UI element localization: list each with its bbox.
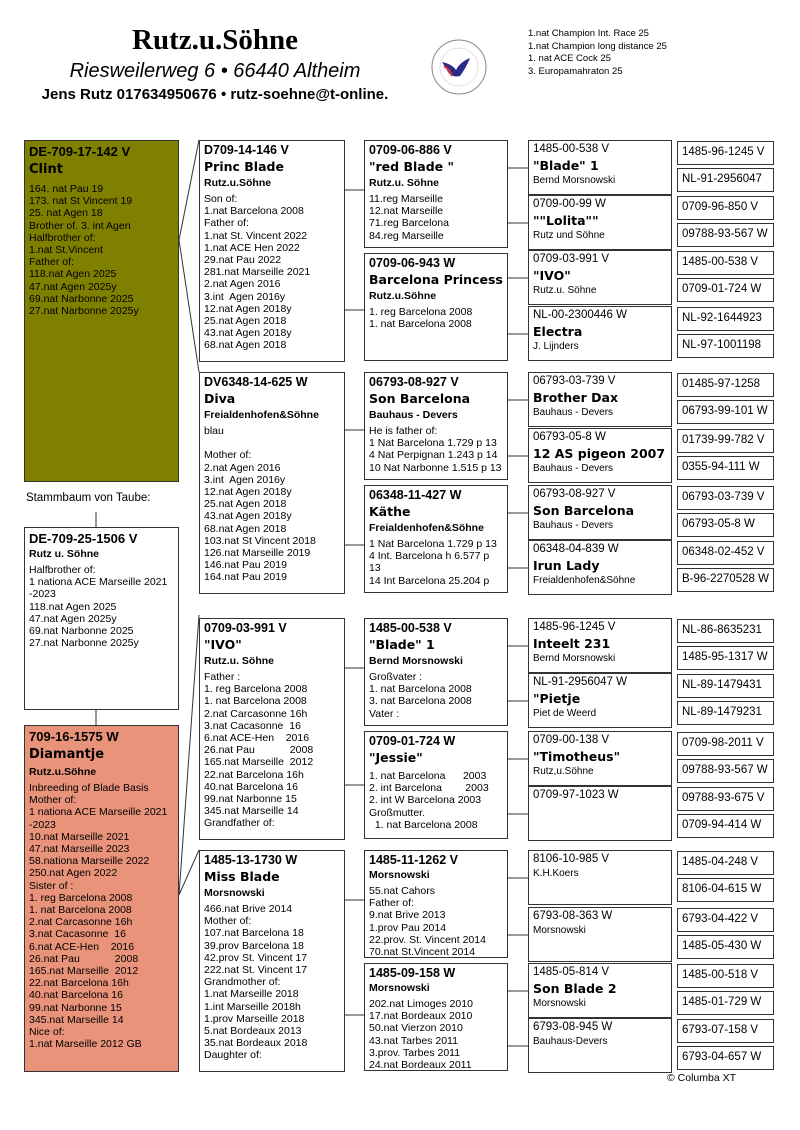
pigeon-info: 11.reg Marseille 12.nat Marseille 71.reg Barcelona 84.reg Marseille (369, 193, 449, 242)
pigeon-name: Electra (533, 324, 583, 339)
pigeon-name: "Timotheus" (533, 749, 621, 764)
pigeon-ring: 0709-06-886 V (369, 143, 452, 157)
pigeon-owner: Bauhaus - Devers (533, 407, 614, 418)
pigeon-owner: J. Lijnders (533, 341, 579, 352)
pigeon-owner: Rutz,u.Söhne (533, 766, 594, 777)
gen5-pigeon-box[interactable] (677, 334, 774, 358)
subject-ring: DE-709-25-1506 V (29, 531, 138, 546)
pigeon-owner: Morsnowski (533, 925, 586, 936)
pigeon-ring: 1485-05-814 V (533, 966, 610, 978)
gen4-pigeon-box[interactable] (528, 140, 672, 195)
gen5-pigeon-box[interactable] (677, 168, 774, 192)
pigeon-owner: Bauhaus - Devers (369, 409, 458, 421)
pigeon-ring: 06348-11-427 W (369, 488, 462, 502)
breeder-contact: Jens Rutz 017634950676 • rutz-soehne@t-online. (41, 86, 389, 103)
great-grandparent-box[interactable] (364, 731, 508, 839)
pigeon-ring: 01485-97-1258 (682, 378, 761, 390)
pigeon-ring: D709-14-146 V (204, 143, 289, 157)
breeder-address: Riesweilerweg 6 • 66440 Altheim (69, 60, 361, 82)
pigeon-name: "Blade" 1 (533, 158, 599, 173)
gen5-pigeon-box[interactable] (677, 701, 774, 725)
pigeon-owner: Piet de Weerd (533, 708, 597, 719)
gen5-pigeon-box[interactable] (677, 964, 774, 988)
grandparent-box[interactable] (199, 140, 345, 362)
great-grandparent-box[interactable] (364, 253, 508, 361)
pigeon-info: Father : 1. reg Barcelona 2008 1. nat Barcelona 2008 2.nat Carcasonne 16h 3.nat Cacasonne 16 6.nat ACE-Hen 2016 26.nat Pau 2008 165.nat Marseille 2012 22.nat Barcelona 16h 40.nat Barcelona 16 99.nat Narbonne 15 345.nat Marseille 14 Grandfather of: (204, 671, 314, 830)
pigeon-name: Irun Lady (533, 558, 600, 573)
pigeon-owner: Bauhaus - Devers (533, 463, 614, 474)
father-box[interactable] (24, 140, 179, 482)
pigeon-ring: 06348-04-839 W (533, 543, 619, 555)
pigeon-ring: 0709-00-99 W (533, 198, 606, 210)
pigeon-ring: 01739-99-782 V (682, 434, 765, 446)
pigeon-ring: NL-97-1001198 (682, 339, 762, 351)
mother-owner: Rutz.u.Söhne (29, 766, 97, 778)
pigeon-ring: 0709-06-943 W (369, 256, 456, 270)
awards-list (528, 28, 667, 78)
pigeon-name: "Jessie" (369, 750, 423, 765)
gen5-pigeon-box[interactable] (677, 619, 774, 643)
pigeon-ring: NL-00-2300446 W (533, 309, 627, 321)
grandparent-box[interactable] (199, 618, 345, 840)
pigeon-owner: Morsnowski (204, 887, 265, 899)
gen5-pigeon-box[interactable] (677, 787, 774, 811)
pigeon-ring: NL-92-1644923 (682, 312, 762, 324)
award-item: 3. Europamahraton 25 (528, 65, 623, 77)
gen5-pigeon-box[interactable] (677, 251, 774, 275)
pigeon-ring: 0709-01-724 W (682, 283, 762, 295)
pigeon-ring: 06793-08-927 V (369, 375, 459, 389)
gen5-pigeon-box[interactable] (677, 456, 774, 480)
pigeon-ring: B-96-2270528 W (682, 573, 769, 585)
award-item: 1.nat Champion long distance 25 (528, 40, 667, 52)
pigeon-ring: 06793-08-927 V (533, 488, 616, 500)
gen5-pigeon-box[interactable] (677, 541, 774, 565)
pigeon-info: 1 Nat Barcelona 1.729 p 13 4 Int. Barcelona h 6.577 p 13 14 Int Barcelona 25.204 p (369, 538, 497, 587)
breeder-name: Rutz.u.Söhne (132, 24, 298, 56)
gen5-pigeon-box[interactable] (677, 278, 774, 302)
gen4-pigeon-box[interactable] (528, 850, 672, 905)
pigeon-info: Son of: 1.nat Barcelona 2008 Father of: 1.nat St. Vincent 2022 1.nat ACE Hen 2022 29.nat Pau 2022 281.nat Marseille 2021 2.nat Agen 2016 3.int Agen 2016y 12.nat Agen 2018y 25.nat Agen 2018 43.nat Agen 2018y 68.nat Agen 2018 (204, 193, 311, 352)
pigeon-logo-icon (430, 38, 488, 96)
gen4-pigeon-box[interactable] (528, 428, 672, 483)
pigeon-ring: 06793-05-8 W (682, 518, 755, 530)
father-name: Clint (29, 162, 63, 177)
pigeon-ring: 1485-00-518 V (682, 969, 759, 981)
great-grandparent-box[interactable] (364, 372, 508, 480)
pigeon-name: ""Lolita"" (533, 213, 599, 228)
pigeon-ring: 8106-10-985 V (533, 853, 610, 865)
grandparent-box[interactable] (199, 372, 345, 594)
pigeon-ring: 1485-00-538 V (682, 256, 759, 268)
subject-box[interactable] (24, 527, 179, 710)
gen5-pigeon-box[interactable] (677, 196, 774, 220)
pigeon-ring: 8106-04-615 W (682, 883, 762, 895)
pigeon-ring: 1485-05-430 W (682, 940, 762, 952)
great-grandparent-box[interactable] (364, 140, 508, 248)
pigeon-ring: 1485-11-1262 V (369, 853, 458, 867)
mother-box[interactable] (24, 725, 179, 1072)
pigeon-owner: Rutz und Söhne (533, 230, 605, 241)
gen5-pigeon-box[interactable] (677, 141, 774, 165)
gen4-pigeon-box[interactable] (528, 618, 672, 673)
great-grandparent-box[interactable] (364, 485, 508, 593)
pigeon-name: "Blade" 1 (369, 637, 435, 652)
gen4-pigeon-box[interactable] (528, 306, 672, 361)
pigeon-ring: 0709-01-724 W (369, 734, 456, 748)
pigeon-ring: 0709-96-850 V (682, 201, 759, 213)
gen4-pigeon-box[interactable] (528, 786, 672, 841)
pigeon-owner: Morsnowski (533, 998, 586, 1009)
gen5-pigeon-box[interactable] (677, 814, 774, 838)
pigeon-owner: Morsnowski (369, 982, 430, 994)
pigeon-ring: 0709-98-2011 V (682, 737, 764, 749)
pigeon-ring: 06793-99-101 W (682, 405, 768, 417)
pigeon-owner: Freialdenhofen&Söhne (533, 575, 636, 586)
gen4-pigeon-box[interactable] (528, 907, 672, 962)
pigeon-owner: Rutz.u.Söhne (369, 290, 437, 302)
gen4-pigeon-box[interactable] (528, 1018, 672, 1073)
pigeon-ring: 1485-95-1317 W (682, 651, 768, 663)
pigeon-name: Diva (204, 391, 236, 406)
pigeon-name: "IVO" (533, 268, 571, 283)
mother-ring: 709-16-1575 W (29, 729, 119, 744)
pigeon-name: Brother Dax (533, 390, 619, 405)
pigeon-info: 1. reg Barcelona 2008 1. nat Barcelona 2008 (369, 306, 473, 331)
pigeon-ring: 1485-01-729 W (682, 996, 762, 1008)
pigeon-owner: Bernd Morsnowski (533, 175, 616, 186)
pigeon-ring: 09788-93-675 V (682, 792, 765, 804)
pigeon-name: "IVO" (204, 637, 242, 652)
mother-info: Inbreeding of Blade Basis Mother of: 1 nationa ACE Marseille 2021 -2023 10.nat Marseille 2021 47.nat Marseille 2023 58.nationa Marseille 2022 250.nat Agen 2022 Sister of : 1. reg Barcelona 2008 1. nat Barcelona 2008 2.nat Carcasonne 16h 3.nat Cacasonne 16 6.nat ACE-Hen 2016 26.nat Pau 2008 165.nat Marseille 2012 22.nat Barcelona 16h 40.nat Barcelona 16 99.nat Narbonne 15 345.nat Marseille 14 Nice of: 1.nat Marseille 2012 GB (29, 782, 168, 1051)
pigeon-info: 1. nat Barcelona 2003 2. int Barcelona 2003 2. int W Barcelona 2003 Großmutter. 1. nat Barcelona 2008 (369, 770, 489, 831)
gen5-pigeon-box[interactable] (677, 568, 774, 592)
pigeon-ring: 09788-93-567 W (682, 228, 768, 240)
pigeon-ring: 6793-04-657 W (682, 1051, 762, 1063)
pigeon-ring: 06348-02-452 V (682, 546, 765, 558)
gen5-pigeon-box[interactable] (677, 878, 774, 902)
pigeon-ring: 1485-96-1245 V (533, 621, 616, 633)
gen4-pigeon-box[interactable] (528, 963, 672, 1018)
pigeon-owner: Bernd Morsnowski (533, 653, 616, 664)
pigeon-ring: NL-86-8635231 (682, 624, 762, 636)
copyright-footer: © Columba XT (667, 1072, 737, 1084)
pigeon-ring: NL-91-2956047 (682, 173, 762, 185)
pigeon-ring: 1485-00-538 V (533, 143, 610, 155)
gen4-pigeon-box[interactable] (528, 372, 672, 427)
pigeon-ring: NL-89-1479231 (682, 706, 762, 718)
pigeon-ring: NL-91-2956047 W (533, 676, 627, 688)
pigeon-ring: 6793-04-422 V (682, 913, 759, 925)
pigeon-name: Princ Blade (204, 159, 284, 174)
pigeon-ring: 1485-13-1730 W (204, 853, 298, 867)
pigeon-name: Käthe (369, 504, 411, 519)
gen5-pigeon-box[interactable] (677, 646, 774, 670)
gen4-pigeon-box[interactable] (528, 731, 672, 786)
pigeon-owner: Freialdenhofen&Söhne (204, 409, 319, 421)
gen4-pigeon-box[interactable] (528, 540, 672, 595)
pigeon-owner: Rutz.u. Söhne (369, 177, 439, 189)
gen5-pigeon-box[interactable] (677, 908, 774, 932)
great-grandparent-box[interactable] (364, 850, 508, 958)
great-grandparent-box[interactable] (364, 963, 508, 1071)
award-item: 1.nat Champion Int. Race 25 (528, 28, 649, 39)
pigeon-owner: Rutz.u. Söhne (533, 285, 597, 296)
gen4-pigeon-box[interactable] (528, 250, 672, 305)
gen5-pigeon-box[interactable] (677, 935, 774, 959)
pigeon-ring: DV6348-14-625 W (204, 375, 308, 389)
pigeon-owner: Bernd Morsnowski (369, 655, 463, 667)
gen5-pigeon-box[interactable] (677, 400, 774, 424)
pigeon-ring: 0355-94-111 W (682, 461, 760, 473)
pigeon-ring: 0709-00-138 V (533, 734, 610, 746)
gen5-pigeon-box[interactable] (677, 513, 774, 537)
pigeon-name: Barcelona Princess (369, 272, 503, 287)
pigeon-ring: 06793-03-739 V (533, 375, 616, 387)
pigeon-name: Son Barcelona (533, 503, 635, 518)
gen5-pigeon-box[interactable] (677, 307, 774, 331)
great-grandparent-box[interactable] (364, 618, 508, 726)
gen5-pigeon-box[interactable] (677, 223, 774, 247)
gen5-pigeon-box[interactable] (677, 991, 774, 1015)
gen5-pigeon-box[interactable] (677, 732, 774, 756)
pigeon-name: Miss Blade (204, 869, 280, 884)
pigeon-ring: 0709-94-414 W (682, 819, 762, 831)
gen5-pigeon-box[interactable] (677, 759, 774, 783)
father-info: 164. nat Pau 19 173. nat St Vincent 19 25. nat Agen 18 Brother of. 3. int Agen Halfbrother of: 1.nat St.Vincent Father of: 118.nat Agen 2025 47.nat Agen 2025y 69.nat Narbonne 2025 27.nat Narbonne 2025y (29, 183, 139, 318)
pigeon-info: Großvater : 1. nat Barcelona 2008 3. nat Barcelona 2008 Vater : (369, 671, 472, 720)
father-ring: DE-709-17-142 V (29, 144, 131, 159)
pigeon-name: "Pietje (533, 691, 581, 706)
pigeon-ring: 0709-03-991 V (204, 621, 287, 635)
pigeon-ring: 6793-08-363 W (533, 910, 613, 922)
gen5-pigeon-box[interactable] (677, 674, 774, 698)
pigeon-info: He is father of: 1 Nat Barcelona 1.729 p 13 4 Nat Perpignan 1.243 p 14 10 Nat Narbonne 1.515 p 13 (369, 425, 502, 474)
pigeon-owner: Rutz.u. Söhne (204, 655, 274, 667)
gen5-pigeon-box[interactable] (677, 851, 774, 875)
pigeon-info: blau Mother of: 2.nat Agen 2016 3.int Agen 2016y 12.nat Agen 2018y 25.nat Agen 2018 43.nat Agen 2018y 68.nat Agen 2018 103.nat St Vincent 2018 126.nat Marseille 2019 146.nat Pau 2019 164.nat Pau 2019 (204, 425, 316, 584)
pigeon-name: Son Blade 2 (533, 981, 617, 996)
gen5-pigeon-box[interactable] (677, 1046, 774, 1070)
pigeon-info: 466.nat Brive 2014 Mother of: 107.nat Barcelona 18 39.prov Barcelona 18 42.prov St. Vincent 17 222.nat St. Vincent 17 Grandmother of: 1.nat Marseille 2018 1.int Marseille 2018h 1.prov Marseille 2018 5.nat Bordeaux 2013 35.nat Bordeaux 2018 Daughter of: (204, 903, 308, 1062)
pigeon-ring: 1485-09-158 W (369, 966, 456, 980)
grandparent-box[interactable] (199, 850, 345, 1072)
pigeon-ring: 6793-07-158 V (682, 1024, 759, 1036)
gen5-pigeon-box[interactable] (677, 429, 774, 453)
pigeon-owner: K.H.Koers (533, 868, 579, 879)
pigeon-ring: 1485-04-248 V (682, 856, 759, 868)
pigeon-ring: 09788-93-567 W (682, 764, 768, 776)
pigeon-info: 202.nat Limoges 2010 17.nat Bordeaux 2010 50.nat Vierzon 2010 43.nat Tarbes 2011 3.prov. Tarbes 2011 24.nat Bordeaux 2011 (369, 998, 473, 1071)
gen4-pigeon-box[interactable] (528, 195, 672, 250)
subject-info: Halfbrother of: 1 nationa ACE Marseille 2021 -2023 118.nat Agen 2025 47.nat Agen 2025y 69.nat Narbonne 2025 27.nat Narbonne 2025y (29, 564, 168, 650)
pigeon-owner: Bauhaus - Devers (533, 520, 614, 531)
subject-owner: Rutz u. Söhne (29, 548, 99, 560)
pigeon-owner: Bauhaus-Devers (533, 1036, 608, 1047)
pigeon-ring: 1485-00-538 V (369, 621, 452, 635)
pigeon-name: Inteelt 231 (533, 636, 611, 651)
pigeon-ring: 06793-03-739 V (682, 491, 765, 503)
pedigree-label: Stammbaum von Taube: (26, 492, 151, 504)
gen5-pigeon-box[interactable] (677, 1019, 774, 1043)
pigeon-ring: 06793-05-8 W (533, 431, 606, 443)
pigeon-name: "red Blade " (369, 159, 454, 174)
pigeon-ring: 0709-03-991 V (533, 253, 610, 265)
pigeon-owner: Morsnowski (369, 869, 430, 881)
pigeon-ring: 1485-96-1245 V (682, 146, 765, 158)
pigeon-owner: Freialdenhofen&Söhne (369, 522, 484, 534)
pigeon-ring: 0709-97-1023 W (533, 789, 619, 801)
mother-name: Diamantje (29, 747, 105, 762)
gen5-pigeon-box[interactable] (677, 486, 774, 510)
pigeon-info: 55.nat Cahors Father of: 9.nat Brive 2013 1.prov Pau 2014 22.prov. St. Vincent 2014 70.nat St.Vincent 2014 (369, 885, 486, 958)
pigeon-name: 12 AS pigeon 2007 (533, 446, 666, 461)
pigeon-name: Son Barcelona (369, 391, 471, 406)
pigeon-owner: Rutz.u.Söhne (204, 177, 272, 189)
pigeon-ring: 6793-08-945 W (533, 1021, 613, 1033)
award-item: 1. nat ACE Cock 25 (528, 53, 611, 64)
pigeon-ring: NL-89-1479431 (682, 679, 762, 691)
gen4-pigeon-box[interactable] (528, 485, 672, 540)
gen4-pigeon-box[interactable] (528, 673, 672, 728)
gen5-pigeon-box[interactable] (677, 373, 774, 397)
